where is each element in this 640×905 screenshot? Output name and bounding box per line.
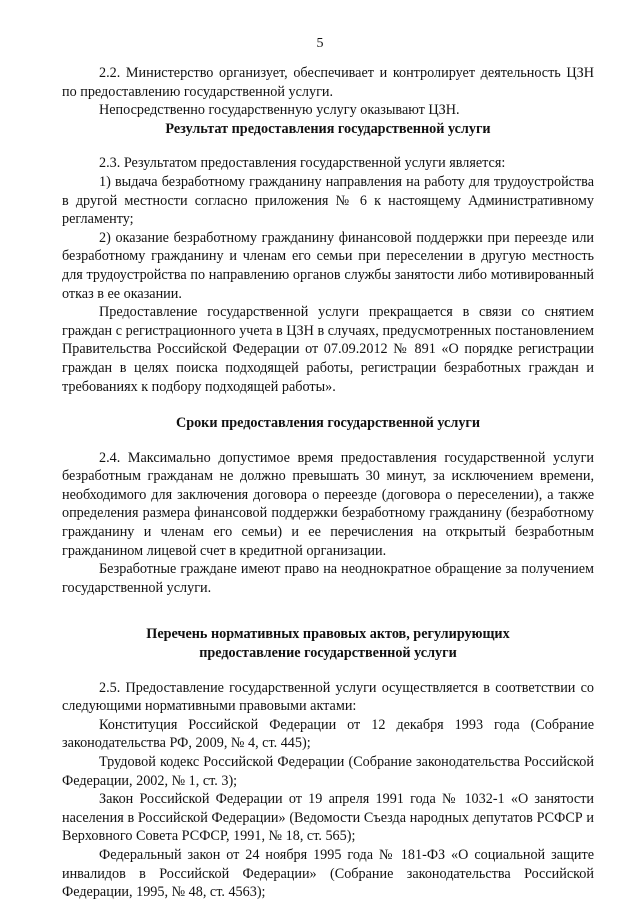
legal-act-disability-law: Федеральный закон от 24 ноября 1995 года № 181-ФЗ «О социальной защите инвалидов в Российской Федерации» (Собрание законодательства Российской Федерации, 1995, № 48, ст. 4563); xyxy=(62,846,594,901)
spacer xyxy=(62,597,594,625)
page-number: 5 xyxy=(316,36,324,51)
paragraph-2-5: 2.5. Предоставление государственной услуги осуществляется в соответствии со следующими нормативными правовыми актами: xyxy=(62,679,594,715)
paragraph-termination: Предоставление государственной услуги прекращается в связи со снятием граждан с регистрационного учета в ЦЗН в случаях, предусмотренных постановлением Правительства Российской Федерации от 07.09.2012 № 891 «О порядке регистрации граждан в целях поиска подходящей работы, регистрации безработных граждан и требованиях к подбору подходящей работы». xyxy=(62,304,594,395)
paragraph-2-4: 2.4. Максимально допустимое время предоставления государственной услуги безработным гражданам не должно превышать 30 минут, за исключением времени, необходимого для заключения договора о переезде (договора о переселении), а также определения размера финансовой поддержки безработному гражданину (безработному гражданину и членам его семьи) и ее перечисления на открытый безработным гражданином лицевой счет в кредитной организации. xyxy=(62,449,594,559)
list-item-1: 1) выдача безработному гражданину направления на работу для трудоустройства в другой местности согласно приложения № 6 к настоящему Административному регламенту; xyxy=(62,173,594,228)
heading-legal-acts-line1: Перечень нормативных правовых актов, регулирующих xyxy=(146,626,510,643)
paragraph-2-3: 2.3. Результатом предоставления государственной услуги является: xyxy=(99,155,506,172)
paragraph-czn: Непосредственно государственную услугу оказывают ЦЗН. xyxy=(99,102,460,119)
heading-result: Результат предоставления государственной услуги xyxy=(165,120,491,137)
heading-terms: Сроки предоставления государственной услуги xyxy=(175,415,481,432)
spacer xyxy=(62,663,594,679)
paragraph-2-2: 2.2. Министерство организует, обеспечивает и контролирует деятельность ЦЗН по предоставлению государственной услуги. xyxy=(62,65,594,100)
paragraph-repeat-request: Безработные граждане имеют право на неоднократное обращение за получением государственной услуги. xyxy=(62,561,594,596)
spacer xyxy=(62,433,594,449)
heading-legal-acts-line2: предоставление государственной услуги xyxy=(199,645,457,662)
list-item-2: 2) оказание безработному гражданину финансовой поддержки при переезде или безработному гражданину и членам его семьи при переселении в другую местность для трудоустройства по направлению органов службы занятости либо мотивированный отказ в ее оказании. xyxy=(62,229,594,302)
legal-act-employment-law: Закон Российской Федерации от 19 апреля 1991 года № 1032-1 «О занятости населения в Российской Федерации» (Ведомости Съезда народных депутатов РСФСР и Верховного Совета РСФСР, 1991, № 18, ст. 565); xyxy=(62,791,594,845)
spacer xyxy=(62,138,594,154)
document-body xyxy=(62,64,594,902)
legal-act-constitution: Конституция Российской Федерации от 12 декабря 1993 года (Собрание законодательства РФ, 2009, № 4, ст. 445); xyxy=(62,716,594,752)
legal-act-labor-code: Трудовой кодекс Российской Федерации (Собрание законодательства Российской Федерации, 2002, № 1, ст. 3); xyxy=(62,754,594,789)
spacer xyxy=(62,396,594,414)
